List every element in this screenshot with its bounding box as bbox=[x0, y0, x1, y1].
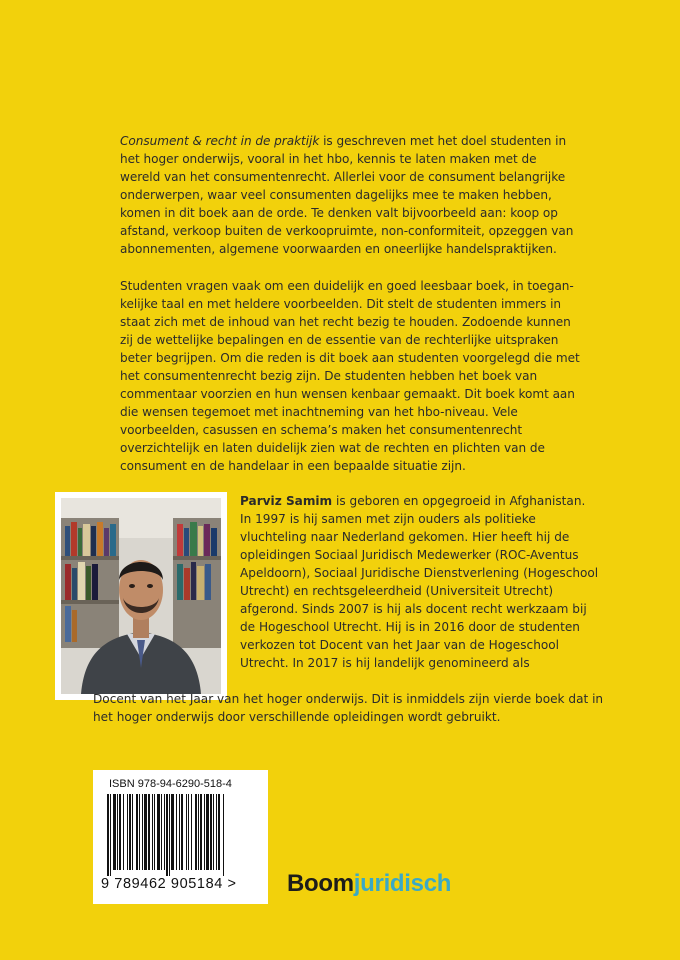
barcode-bar bbox=[195, 794, 197, 870]
isbn-label: ISBN 978-94-6290-518-4 bbox=[109, 778, 232, 790]
barcode-bar bbox=[213, 794, 214, 870]
barcode-bar bbox=[188, 794, 189, 870]
author-bio-text-bottom: Docent van het Jaar van het hoger onderwijs. Dit is inmiddels zijn vierde boek dat in het hoger onderwijs door verschillende opleidingen wordt gebruikt. bbox=[93, 692, 604, 724]
barcode-bar bbox=[117, 794, 118, 870]
barcode-bar bbox=[166, 794, 168, 876]
author-bio-text-top: is geboren en opgegroeid in Afghanistan. In 1997 is hij samen met zijn ouders als politieke vluchteling naar Nederland gekomen. Hier heeft hij de opleidingen Sociaal Juridisch Medewerker (ROC-Aventus Apeldoorn), Sociaal Juridische Dienstverlening (Hogeschool Utrecht) en rechtsgeleerdheid (Universiteit Utrecht) afgerond. Sinds 2007 is hij als docent recht werkzaam bij de Hogeschool Utrecht. Hij is in 2016 door de studenten verkozen tot Docent van het Jaar van de Hogeschool Utrecht. In 2017 is hij landelijk genomineerd als bbox=[240, 494, 599, 670]
barcode-bar bbox=[139, 794, 140, 870]
logo-boom: Boom bbox=[287, 870, 354, 897]
barcode-bar bbox=[179, 794, 180, 870]
barcode-bar bbox=[123, 794, 124, 870]
barcode-bar bbox=[169, 794, 170, 876]
barcode-bar bbox=[113, 794, 116, 870]
barcode-bar bbox=[181, 794, 183, 870]
barcode-bar bbox=[142, 794, 143, 870]
barcode-bar bbox=[206, 794, 209, 870]
description-text-1: is geschreven met het doel studenten in het hoger onderwijs, vooral in het hbo, kennis te laten maken met de wereld van het consumentenrecht. Allerlei voor de consument belangrijke onderwerpen, waar veel consumenten dagelijks mee te maken hebben, komen in dit boek aan de orde. Te denken valt bijvoorbeeld aan: koop op afstand, verkoop buiten de verkoopruimte, non-conformiteit, opzeggen van abonnementen, algemene voorwaarden en oneerlijke handelspraktijken. bbox=[120, 134, 574, 256]
barcode-digits: 9 789462 905184 > bbox=[101, 876, 237, 892]
barcode-bar bbox=[191, 794, 192, 870]
barcode-bar bbox=[216, 794, 217, 870]
barcode-bar bbox=[127, 794, 128, 870]
description-paragraph-1 bbox=[120, 132, 580, 258]
barcode-bar bbox=[223, 794, 224, 876]
barcode-bar bbox=[200, 794, 202, 870]
barcode-bar bbox=[161, 794, 162, 870]
barcode-bar bbox=[152, 794, 153, 870]
barcode-bar bbox=[119, 794, 121, 870]
book-title-italic: Consument & recht in de praktijk bbox=[120, 134, 320, 148]
author-bio-bottom bbox=[93, 690, 613, 726]
barcode-bar bbox=[210, 794, 212, 870]
barcode-bar bbox=[218, 794, 220, 870]
barcode-bar bbox=[176, 794, 177, 870]
description-text-2: Studenten vragen vaak om een duidelijk en goed leesbaar boek, in toegan-kelijke taal en met heldere voorbeelden. Dit stelt de studenten immers in staat zich met de inhoud van het recht bezig te houden. Zodoende kunnen zij de wettelijke bepalingen en de essentie van de rechterlijke uitspraken beter begrijpen. Om die reden is dit boek aan studenten voorgelegd die met het consumentenrecht bezig zijn. De studenten hebben het boek van commentaar voorzien en hun wensen kenbaar gemaakt. Dit boek komt aan die wensen tegemoet met inachtneming van het hbo-niveau. Vele voorbeelden, casussen en schema’s maken het consumentenrecht overzichtelijk en laten duidelijk zien wat de rechten en plichten van de consument en de handelaar in een bepaalde situatie zijn. bbox=[120, 279, 580, 473]
author-portrait-photo-icon bbox=[61, 498, 221, 694]
barcode-bar bbox=[110, 794, 111, 876]
publisher-logo bbox=[287, 870, 451, 898]
barcode-bar bbox=[148, 794, 150, 870]
barcode-bar bbox=[186, 794, 187, 870]
barcode-bar bbox=[204, 794, 205, 870]
barcode-bar bbox=[132, 794, 133, 870]
isbn-barcode-icon bbox=[105, 794, 255, 876]
author-photo bbox=[55, 492, 227, 700]
barcode-bar bbox=[164, 794, 165, 870]
author-name: Parviz Samim bbox=[240, 494, 333, 508]
barcode-bar bbox=[129, 794, 131, 870]
barcode-box bbox=[93, 770, 268, 904]
barcode-bar bbox=[107, 794, 109, 876]
barcode-bar bbox=[154, 794, 155, 870]
logo-juridisch: juridisch bbox=[353, 870, 452, 897]
author-bio-top bbox=[240, 492, 600, 672]
barcode-bar bbox=[198, 794, 199, 870]
barcode-bar bbox=[157, 794, 160, 870]
barcode-bar bbox=[136, 794, 138, 870]
barcode-bar bbox=[144, 794, 147, 870]
barcode-bar bbox=[171, 794, 174, 870]
description-paragraph-2 bbox=[120, 277, 580, 475]
